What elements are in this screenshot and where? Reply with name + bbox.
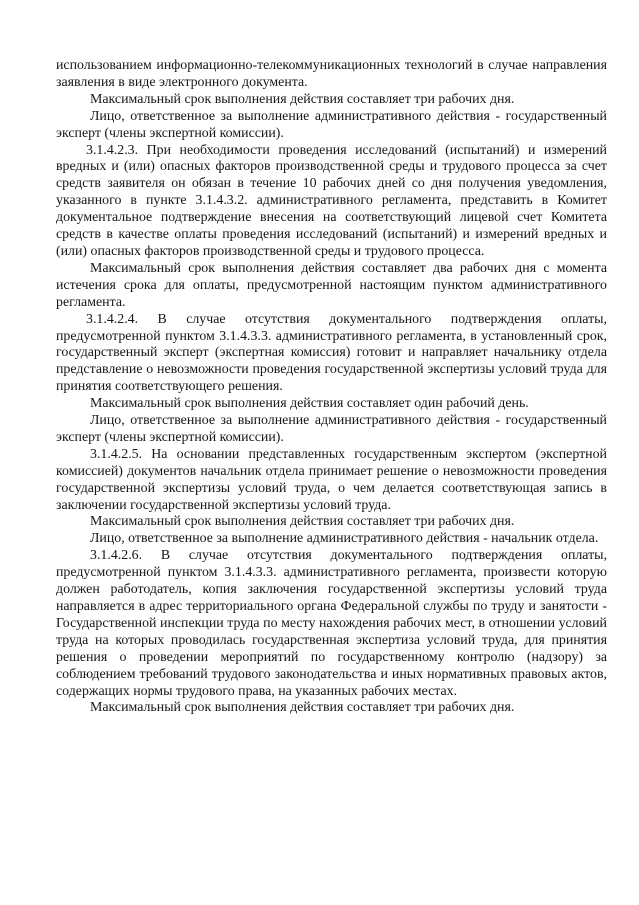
paragraph-3-1-4-2-4: 3.1.4.2.4. В случае отсутствия документального подтверждения оплаты, предусмотренной пунктом 3.1.4.3.3. административного регламента, в установленный срок, государственный эксперт (экспертная комиссия) готовит и направляет начальнику отдела представление о невозможности проведения государственной экспертизы условий труда для принятия соответствующего решения.: [56, 311, 607, 395]
paragraph-3-1-4-2-3: 3.1.4.2.3. При необходимости проведения исследований (испытаний) и измерений вредных и (или) опасных факторов производственной среды и трудового процесса за счет средств заявителя он обязан в течение 10 рабочих дней со дня получения уведомления, указанного в пункте 3.1.4.3.2. административного регламента, представить в Комитет документальное подтверждение внесения на соответствующий лицевой счет Комитета средств в качестве оплаты проведения исследований (испытаний) и измерений вредных и (или) опасных факторов производственной среды и трудового процесса.: [56, 142, 607, 259]
paragraph-responsible: Лицо, ответственное за выполнение административного действия - начальник отдела.: [90, 531, 599, 547]
paragraph-responsible: Лицо, ответственное за выполнение административного действия - государственный эксперт (члены экспертной комиссии).: [56, 413, 607, 445]
paragraph-deadline: Максимальный срок выполнения действия составляет три рабочих дня.: [90, 700, 515, 716]
paragraph-continuation: использованием информационно-телекоммуникационных технологий в случае направления заявления в виде электронного документа.: [56, 58, 607, 90]
document-body: [56, 58, 607, 717]
paragraph-3-1-4-2-6: 3.1.4.2.6. В случае отсутствия документального подтверждения оплаты, предусмотренной пунктом 3.1.4.3.3. административного регламента, произвести которую должен работодатель, копия заключения государственной экспертизы условий труда направляется в адрес территориального органа Федеральной службы по труду и занятости - Государственной инспекции труда по месту нахождения рабочих мест, в отношении условий труда на которых проводилась государственная экспертиза условий труда, для принятия решения о проведении мероприятий по государственному контролю (надзору) за соблюдением требований трудового законодательства и иных нормативных правовых актов, содержащих нормы трудового права, на указанных рабочих местах.: [56, 548, 607, 699]
paragraph-deadline: Максимальный срок выполнения действия составляет три рабочих дня.: [90, 91, 515, 107]
paragraph-3-1-4-2-5: 3.1.4.2.5. На основании представленных государственным экспертом (экспертной комиссией) документов начальник отдела принимает решение о невозможности проведения государственной экспертизы условий труда, о чем делается соответствующая запись в заключении государственной экспертизы условий труда.: [56, 446, 607, 513]
paragraph-deadline: Максимальный срок выполнения действия составляет два рабочих дня с момента истечения срока для оплаты, предусмотренной настоящим пунктом административного регламента.: [56, 260, 607, 310]
paragraph-deadline: Максимальный срок выполнения действия составляет три рабочих дня.: [90, 514, 515, 530]
paragraph-deadline: Максимальный срок выполнения действия составляет один рабочий день.: [90, 396, 529, 412]
paragraph-responsible: Лицо, ответственное за выполнение административного действия - государственный эксперт (члены экспертной комиссии).: [56, 108, 607, 141]
